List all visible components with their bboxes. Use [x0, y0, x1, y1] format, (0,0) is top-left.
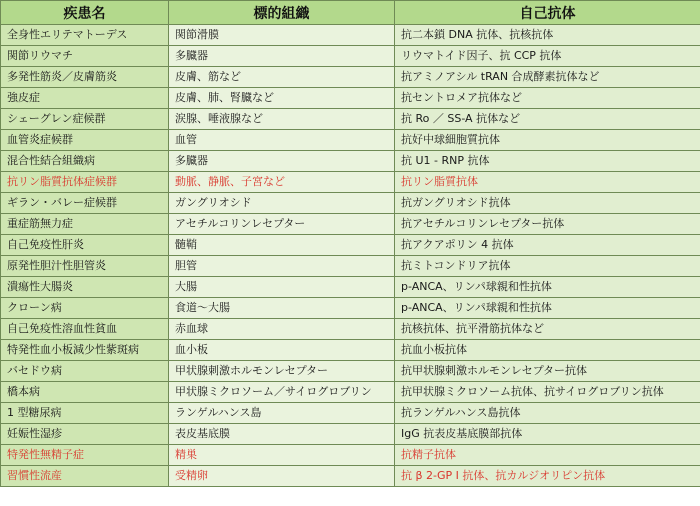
disease-cell: 特発性無精子症	[1, 445, 169, 466]
autoantibody-cell: 抗ランゲルハンス島抗体	[395, 403, 700, 424]
table-body	[1, 25, 700, 487]
autoantibody-cell: 抗甲状腺ミクロソーム抗体、抗サイログロブリン抗体	[395, 382, 700, 403]
target-tissue-cell: アセチルコリンレセプター	[169, 214, 395, 235]
disease-cell: 強皮症	[1, 88, 169, 109]
autoantibody-cell: 抗ミトコンドリア抗体	[395, 256, 700, 277]
autoantibody-cell: 抗セントロメア抗体など	[395, 88, 700, 109]
disease-cell: 混合性結合組織病	[1, 151, 169, 172]
target-tissue-cell: 多臓器	[169, 151, 395, 172]
table-row	[1, 277, 700, 298]
table-row	[1, 466, 700, 487]
target-tissue-cell: 髄鞘	[169, 235, 395, 256]
disease-cell: 潰瘍性大腸炎	[1, 277, 169, 298]
autoantibody-cell: 抗血小板抗体	[395, 340, 700, 361]
table-row	[1, 193, 700, 214]
table-row	[1, 361, 700, 382]
target-tissue-cell: 食道〜大腸	[169, 298, 395, 319]
target-tissue-cell: 血管	[169, 130, 395, 151]
autoantibody-cell: 抗リン脂質抗体	[395, 172, 700, 193]
disease-cell: 抗リン脂質抗体症候群	[1, 172, 169, 193]
autoantibody-cell: 抗核抗体、抗平滑筋抗体など	[395, 319, 700, 340]
target-tissue-cell: ガングリオシド	[169, 193, 395, 214]
disease-cell: 原発性胆汁性胆管炎	[1, 256, 169, 277]
table-row	[1, 235, 700, 256]
target-tissue-cell: 赤血球	[169, 319, 395, 340]
disease-cell: 自己免疫性溶血性貧血	[1, 319, 169, 340]
autoantibody-cell: 抗 β 2-GP I 抗体、抗カルジオリピン抗体	[395, 466, 700, 487]
autoantibody-cell: 抗アクアポリン 4 抗体	[395, 235, 700, 256]
autoantibody-cell: 抗アミノアシル tRAN 合成酵素抗体など	[395, 67, 700, 88]
table-row	[1, 88, 700, 109]
target-tissue-cell: 表皮基底膜	[169, 424, 395, 445]
table-row	[1, 298, 700, 319]
table-row	[1, 403, 700, 424]
header-target-tissue: 標的組織	[169, 1, 395, 25]
disease-cell: ギラン・バレー症候群	[1, 193, 169, 214]
autoantibody-cell: 抗ガングリオシド抗体	[395, 193, 700, 214]
header-disease: 疾患名	[1, 1, 169, 25]
autoantibody-cell: 抗甲状腺刺激ホルモンレセプター抗体	[395, 361, 700, 382]
table-row	[1, 25, 700, 46]
target-tissue-cell: 血小板	[169, 340, 395, 361]
target-tissue-cell: 多臓器	[169, 46, 395, 67]
target-tissue-cell: 大腸	[169, 277, 395, 298]
target-tissue-cell: 受精卵	[169, 466, 395, 487]
disease-cell: 橋本病	[1, 382, 169, 403]
table-row	[1, 67, 700, 88]
target-tissue-cell: 関節滑膜	[169, 25, 395, 46]
header-row	[1, 1, 700, 25]
disease-cell: 習慣性流産	[1, 466, 169, 487]
autoantibody-cell: p-ANCA、リンパ球親和性抗体	[395, 277, 700, 298]
autoantibody-cell: 抗精子抗体	[395, 445, 700, 466]
disease-cell: 1 型糖尿病	[1, 403, 169, 424]
table-row	[1, 214, 700, 235]
table-row	[1, 424, 700, 445]
target-tissue-cell: 甲状腺ミクロソーム／サイログロブリン	[169, 382, 395, 403]
disease-cell: 全身性エリテマトーデス	[1, 25, 169, 46]
autoantibody-cell: リウマトイド因子、抗 CCP 抗体	[395, 46, 700, 67]
table-row	[1, 172, 700, 193]
disease-cell: 妊娠性湿疹	[1, 424, 169, 445]
header-autoantibody: 自己抗体	[395, 1, 700, 25]
autoantibody-cell: 抗二本鎖 DNA 抗体、抗核抗体	[395, 25, 700, 46]
table-row	[1, 256, 700, 277]
table-row	[1, 46, 700, 67]
target-tissue-cell: 涙腺、唾液腺など	[169, 109, 395, 130]
target-tissue-cell: ランゲルハンス島	[169, 403, 395, 424]
disease-cell: 特発性血小板減少性紫斑病	[1, 340, 169, 361]
target-tissue-cell: 胆管	[169, 256, 395, 277]
target-tissue-cell: 皮膚、筋など	[169, 67, 395, 88]
table-row	[1, 319, 700, 340]
table-row	[1, 382, 700, 403]
disease-cell: シェーグレン症候群	[1, 109, 169, 130]
disease-cell: バセドウ病	[1, 361, 169, 382]
table-row	[1, 130, 700, 151]
target-tissue-cell: 皮膚、肺、腎臓など	[169, 88, 395, 109]
table-row	[1, 109, 700, 130]
autoantibody-cell: IgG 抗表皮基底膜部抗体	[395, 424, 700, 445]
autoantibody-cell: 抗好中球細胞質抗体	[395, 130, 700, 151]
target-tissue-cell: 甲状腺刺激ホルモンレセプター	[169, 361, 395, 382]
disease-cell: 血管炎症候群	[1, 130, 169, 151]
autoantibody-cell: 抗アセチルコリンレセプター抗体	[395, 214, 700, 235]
autoantibody-cell: 抗 U1 ‐ RNP 抗体	[395, 151, 700, 172]
disease-cell: クローン病	[1, 298, 169, 319]
autoantibody-cell: 抗 Ro ／ SS-A 抗体など	[395, 109, 700, 130]
table-row	[1, 340, 700, 361]
autoantibody-cell: p-ANCA、リンパ球親和性抗体	[395, 298, 700, 319]
disease-cell: 多発性筋炎／皮膚筋炎	[1, 67, 169, 88]
disease-cell: 重症筋無力症	[1, 214, 169, 235]
disease-cell: 関節リウマチ	[1, 46, 169, 67]
table-row	[1, 445, 700, 466]
target-tissue-cell: 動脈、静脈、子宮など	[169, 172, 395, 193]
table-row	[1, 151, 700, 172]
disease-cell: 自己免疫性肝炎	[1, 235, 169, 256]
target-tissue-cell: 精巣	[169, 445, 395, 466]
